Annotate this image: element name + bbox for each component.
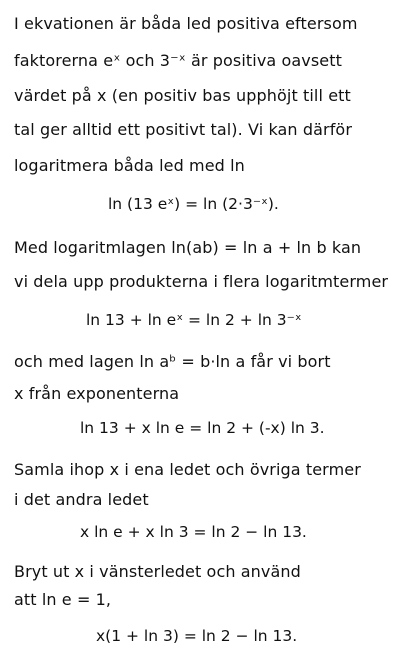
text-line: x från exponenterna — [14, 384, 180, 403]
equation: ln 13 + x ln e = ln 2 + (-x) ln 3. — [80, 419, 325, 437]
text-line: att ln e = 1, — [14, 590, 112, 609]
text-line: I ekvationen är båda led positiva eftersom — [14, 14, 358, 33]
equation: x(1 + ln 3) = ln 2 − ln 13. — [96, 627, 298, 645]
text-line: Med logaritmlagen ln(ab) = ln a + ln b kan — [14, 238, 362, 257]
text-line: faktorerna eˣ och 3⁻ˣ är positiva oavsett — [14, 51, 342, 70]
text-line: värdet på x (en positiv bas upphöjt till ett — [14, 86, 351, 105]
text-line: vi dela upp produkterna i flera logaritmtermer — [14, 272, 389, 291]
text-line: Bryt ut x i vänsterledet och använd — [14, 562, 301, 581]
text-line: Samla ihop x i ena ledet och övriga termer — [14, 460, 361, 479]
equation: ln 13 + ln eˣ = ln 2 + ln 3⁻ˣ — [86, 311, 302, 329]
text-line: i det andra ledet — [14, 490, 149, 509]
equation: x ln e + x ln 3 = ln 2 − ln 13. — [80, 523, 307, 541]
text-line: och med lagen ln aᵇ = b·ln a får vi bort — [14, 352, 331, 371]
equation: ln (13 eˣ) = ln (2·3⁻ˣ). — [108, 195, 279, 213]
text-line: tal ger alltid ett positivt tal). Vi kan därför — [14, 120, 352, 139]
text-line: logaritmera båda led med ln — [14, 156, 245, 175]
